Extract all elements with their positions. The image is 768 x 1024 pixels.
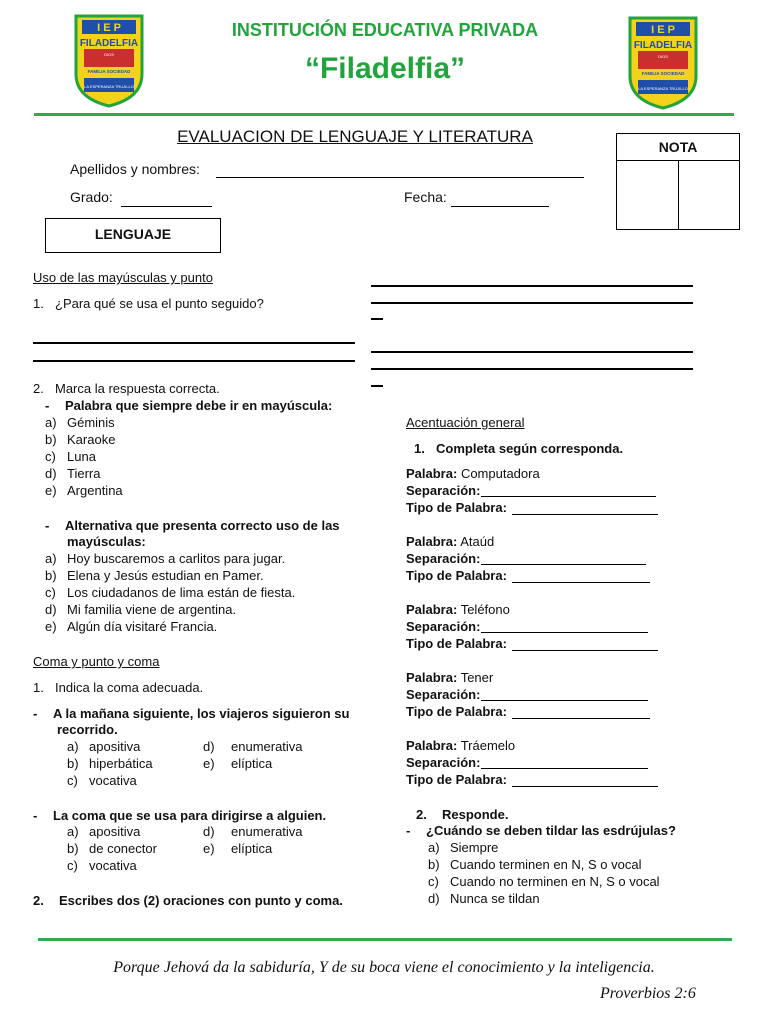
answer-line[interactable] — [33, 342, 355, 344]
separation-field[interactable] — [481, 564, 646, 565]
list-item: a) Siempre — [428, 840, 499, 855]
comma-question-1b: - La coma que se usa para dirigirse a alguien. — [33, 808, 327, 823]
list-item: e) Algún día visitaré Francia. — [45, 619, 218, 634]
institution-title: INSTITUCIÓN EDUCATIVA PRIVADA — [231, 20, 539, 40]
logo-motto-bottom: LA ESPERANZA TRUJILLO — [84, 84, 134, 89]
accent-question-2: 2. Responde. — [416, 807, 509, 822]
list-item: e) elíptica — [203, 841, 273, 856]
separation-label: Separación: — [406, 619, 481, 634]
answer-line[interactable] — [33, 360, 355, 362]
logo-motto-top: DIOS — [104, 52, 114, 57]
answer-line[interactable] — [371, 285, 693, 287]
date-label: Fecha: — [404, 189, 447, 205]
list-item: d) enumerativa — [203, 824, 303, 839]
logo-motto-mid: FAMILIA SOCIEDAD — [641, 71, 685, 76]
list-item: b) de conector — [67, 841, 157, 856]
list-item: e) Argentina — [45, 483, 123, 498]
answer-line[interactable] — [371, 385, 383, 387]
comma-question-2: 2. Escribes dos (2) oraciones con punto y coma. — [33, 893, 343, 908]
logo-name: FILADELFIA — [633, 40, 693, 51]
list-item: c) Luna — [45, 449, 96, 464]
school-crest-logo-left — [72, 12, 146, 108]
list-item: c) Cuando no terminen en N, S o vocal — [428, 874, 660, 889]
word-row: Palabra: Computadora — [406, 466, 540, 481]
logo-motto-bottom: LA ESPERANZA TRUJILLO — [638, 86, 688, 91]
separation-field[interactable] — [481, 632, 648, 633]
word-type-field[interactable] — [512, 786, 658, 787]
answer-line[interactable] — [371, 302, 693, 304]
list-item: c) vocativa — [67, 773, 137, 788]
school-crest-logo-right — [626, 14, 700, 110]
word-type-label: Tipo de Palabra: — [406, 500, 507, 515]
section-heading-accent: Acentuación general — [406, 415, 525, 430]
word-row: Palabra: Teléfono — [406, 602, 510, 617]
list-item: d) Tierra — [45, 466, 101, 481]
comma-question-1: 1. Indica la coma adecuada. — [33, 680, 204, 695]
question-2b-prompt-cont: mayúsculas: — [67, 534, 146, 549]
school-name: “Filadelfia” — [304, 52, 466, 85]
list-item: a) Géminis — [45, 415, 115, 430]
answer-line[interactable] — [371, 351, 693, 353]
grade-field[interactable] — [121, 206, 212, 207]
separation-label: Separación: — [406, 687, 481, 702]
word-type-field[interactable] — [512, 650, 658, 651]
list-item: d) Nunca se tildan — [428, 891, 540, 906]
answer-line[interactable] — [371, 368, 693, 370]
section-heading-capitals: Uso de las mayúsculas y punto — [33, 270, 213, 285]
word-type-label: Tipo de Palabra: — [406, 568, 507, 583]
section-heading-comma: Coma y punto y coma — [33, 654, 160, 669]
question-1: 1. ¿Para qué se usa el punto seguido? — [33, 296, 264, 311]
word-type-field[interactable] — [512, 514, 658, 515]
comma-question-1a: - A la mañana siguiente, los viajeros siguieron su — [33, 706, 350, 721]
word-row: Palabra: Ataúd — [406, 534, 495, 549]
accent-question-2-prompt: - ¿Cuándo se deben tildar las esdrújulas? — [406, 823, 676, 838]
logo-name: FILADELFIA — [79, 38, 139, 49]
word-row: Palabra: Tráemelo — [406, 738, 516, 753]
grade-box-divider — [678, 161, 679, 229]
logo-motto-top: DIOS — [658, 54, 668, 59]
logo-initials: I E P — [97, 22, 121, 34]
answer-line[interactable] — [371, 318, 383, 320]
accent-question-1: 1. Completa según corresponda. — [414, 441, 624, 456]
footer-divider — [38, 938, 732, 941]
logo-initials: I E P — [651, 24, 675, 36]
list-item: d) Mi familia viene de argentina. — [45, 602, 237, 617]
separation-field[interactable] — [481, 700, 648, 701]
section-label-box: LENGUAJE — [45, 218, 221, 253]
separation-field[interactable] — [481, 768, 648, 769]
grade-box-label: NOTA — [617, 134, 739, 161]
exam-title: EVALUACION DE LENGUAJE Y LITERATURA — [177, 127, 533, 146]
list-item: b) Cuando terminen en N, S o vocal — [428, 857, 642, 872]
list-item: c) vocativa — [67, 858, 137, 873]
list-item: a) apositiva — [67, 739, 141, 754]
word-row: Palabra: Tener — [406, 670, 494, 685]
footer-quote: Porque Jehová da la sabiduría, Y de su boca viene el conocimiento y la inteligencia. — [113, 959, 655, 976]
word-type-field[interactable] — [512, 718, 650, 719]
list-item: a) apositiva — [67, 824, 141, 839]
list-item: b) Elena y Jesús estudian en Pamer. — [45, 568, 264, 583]
word-type-label: Tipo de Palabra: — [406, 636, 507, 651]
grade-label: Grado: — [70, 189, 113, 205]
logo-motto-mid: FAMILIA SOCIEDAD — [87, 69, 131, 74]
header-divider — [34, 113, 734, 116]
list-item: b) Karaoke — [45, 432, 116, 447]
grade-box — [616, 133, 740, 230]
list-item: d) enumerativa — [203, 739, 303, 754]
separation-label: Separación: — [406, 755, 481, 770]
list-item: b) hiperbática — [67, 756, 153, 771]
name-field[interactable] — [216, 177, 584, 178]
separation-label: Separación: — [406, 551, 481, 566]
list-item: c) Los ciudadanos de lima están de fiesta. — [45, 585, 296, 600]
separation-field[interactable] — [481, 496, 656, 497]
separation-label: Separación: — [406, 483, 481, 498]
word-type-label: Tipo de Palabra: — [406, 704, 507, 719]
question-2: 2. Marca la respuesta correcta. — [33, 381, 220, 396]
question-2b-prompt: - Alternativa que presenta correcto uso de las — [45, 518, 340, 533]
footer-verse: Proverbios 2:6 — [600, 985, 696, 1002]
word-type-field[interactable] — [512, 582, 650, 583]
question-2a-prompt: - Palabra que siempre debe ir en mayúscula: — [45, 398, 333, 413]
comma-question-1a-cont: recorrido. — [57, 722, 118, 737]
date-field[interactable] — [451, 206, 549, 207]
list-item: e) elíptica — [203, 756, 273, 771]
name-label: Apellidos y nombres: — [70, 161, 200, 177]
word-type-label: Tipo de Palabra: — [406, 772, 507, 787]
list-item: a) Hoy buscaremos a carlitos para jugar. — [45, 551, 286, 566]
